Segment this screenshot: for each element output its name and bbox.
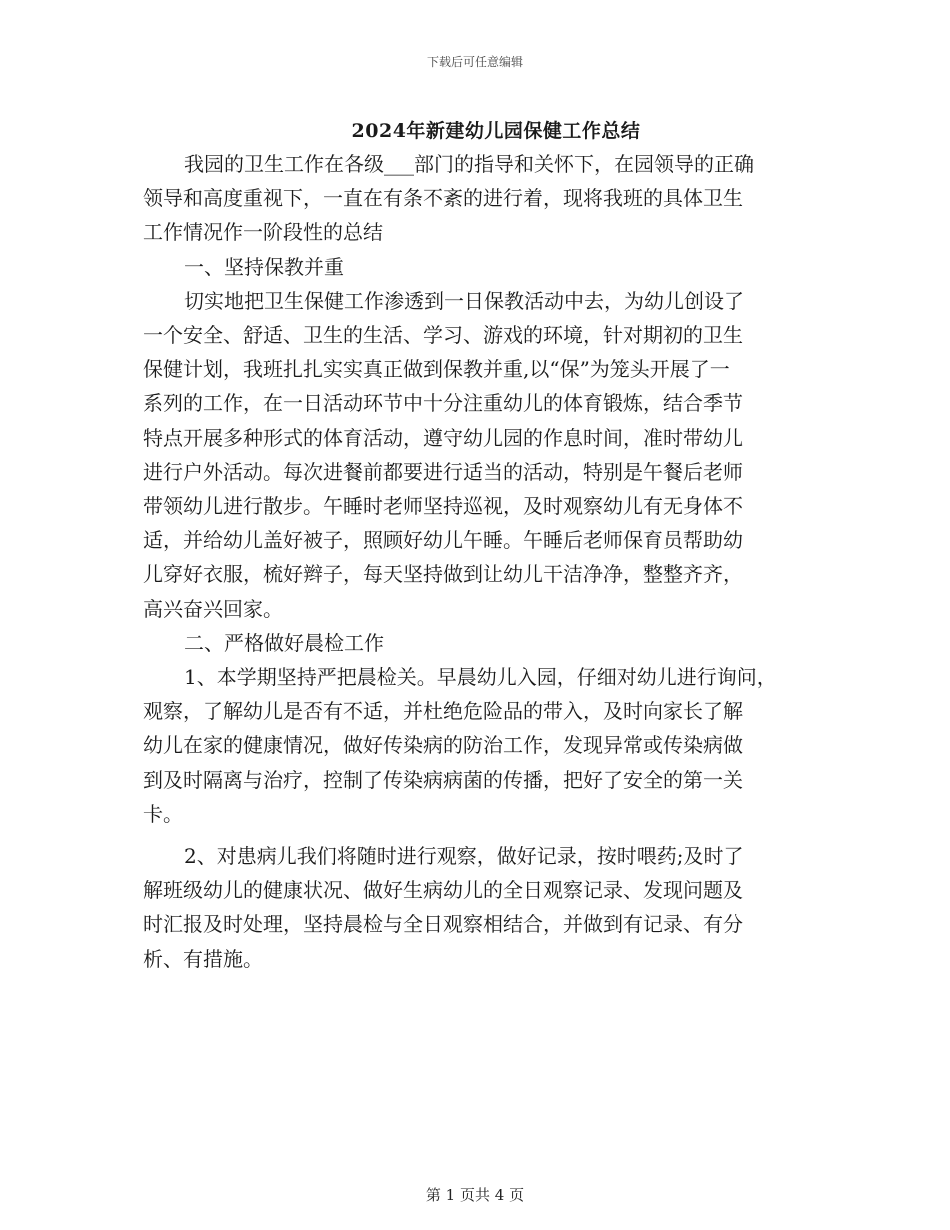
text-line: 1、本学期坚持严把晨检关。早晨幼儿入园，仔细对幼儿进行询问， (184, 665, 777, 690)
text-line: 保健计划，我班扎扎实实真正做到保教并重,以“保”为笼头开展了一 (143, 357, 730, 382)
text-line: 儿穿好衣服，梳好辫子，每天坚持做到让幼儿干洁净净，整整齐齐， (143, 562, 743, 587)
text-line: 工作情况作一阶段性的总结 (143, 220, 383, 245)
section-heading-2 (143, 626, 811, 660)
text-line: 观察，了解幼儿是否有不适，并杜绝危险品的带入，及时向家长了解 (143, 699, 743, 724)
document-body (143, 147, 811, 976)
text-line: 适，并给幼儿盖好被子，照顾好幼儿午睡。午睡后老师保育员帮助幼 (143, 528, 743, 553)
text-line: 特点开展多种形式的体育活动，遵守幼儿园的作息时间，准时带幼儿 (143, 425, 743, 450)
header-note: 下载后可任意编辑 (426, 55, 523, 69)
paragraph-intro (143, 147, 811, 250)
text-line: 时汇报及时处理，坚持晨检与全日观察相结合，并做到有记录、有分 (143, 912, 743, 937)
text-line: 切实地把卫生保健工作渗透到一日保教活动中去，为幼儿创设了 (184, 288, 744, 313)
document-title: 2024年新建幼儿园保健工作总结 (351, 120, 641, 142)
text-line: 一个安全、舒适、卫生的生活、学习、游戏的环境，针对期初的卫生 (143, 323, 743, 348)
text-line: 到及时隔离与治疗，控制了传染病病菌的传播，把好了安全的第一关 (143, 767, 743, 792)
heading-line: 二、严格做好晨检工作 (184, 630, 384, 655)
text-line: 卡。 (143, 801, 183, 826)
text-line: 领导和高度重视下，一直在有条不紊的进行着，现将我班的具体卫生 (143, 186, 743, 211)
text-line: 2、对患病儿我们将随时进行观察，做好记录，按时喂药;及时了 (184, 844, 744, 869)
text-line: 幼儿在家的健康情况，做好传染病的防治工作，发现异常或传染病做 (143, 733, 743, 758)
text-line: 解班级幼儿的健康状况、做好生病幼儿的全日观察记录、发现问题及 (143, 878, 743, 903)
text-line: 我园的卫生工作在各级___部门的指导和关怀下，在园领导的正确 (184, 152, 754, 176)
paragraph-section-2-item-2 (143, 839, 811, 976)
paragraph-section-1 (143, 284, 811, 626)
text-line: 进行户外活动。每次进餐前都要进行适当的活动，特别是午餐后老师 (143, 459, 743, 484)
text-line: 析、有措施。 (143, 946, 263, 971)
heading-line: 一、坚持保教并重 (184, 254, 344, 279)
section-heading-1 (143, 250, 811, 284)
text-line: 系列的工作，在一日活动环节中十分注重幼儿的体育锻炼，结合季节 (143, 391, 743, 416)
text-line: 带领幼儿进行散步。午睡时老师坚持巡视，及时观察幼儿有无身体不 (143, 494, 743, 519)
page-number-footer: 第 1 页共 4 页 (425, 1186, 525, 1204)
text-line: 高兴奋兴回家。 (143, 596, 283, 621)
paragraph-section-2-item-1 (143, 660, 811, 831)
